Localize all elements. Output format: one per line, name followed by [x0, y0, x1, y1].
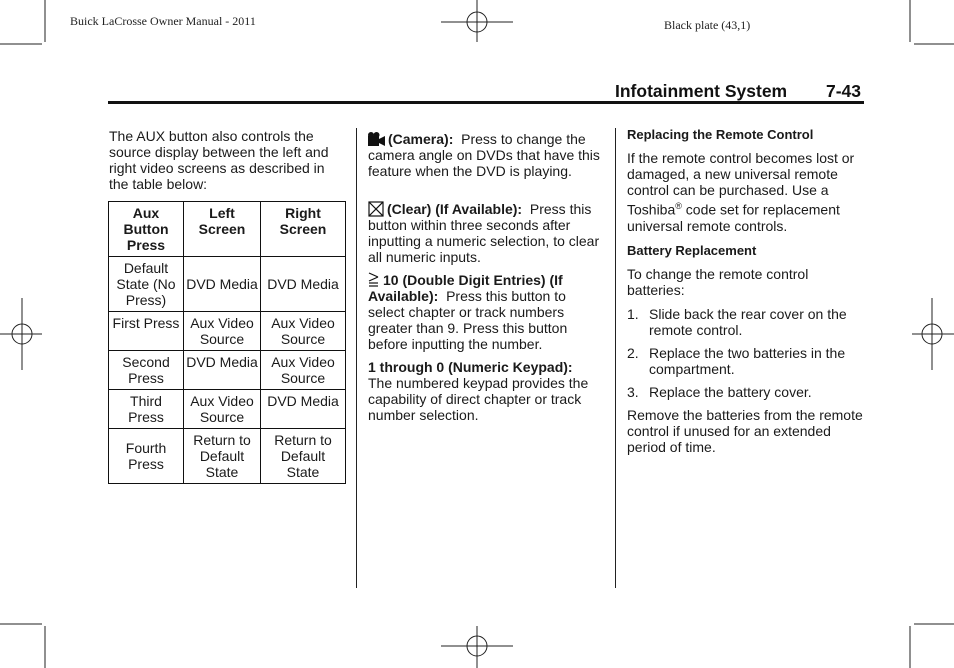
aux-intro: The AUX button also controls the source display between the left and right video screens as described in the table below:: [109, 128, 329, 192]
replacing-heading: Replacing the Remote Control: [627, 127, 814, 142]
battery-heading: Battery Replacement: [627, 242, 757, 258]
replacing-paragraph: [627, 150, 863, 234]
battery-steps: [627, 306, 863, 400]
table-cell: DVD Media: [184, 257, 261, 312]
table-cell: DVD Media: [184, 351, 261, 390]
aux-table: [108, 201, 346, 484]
table-row: [109, 257, 346, 312]
table-cell: Aux Video Source: [184, 312, 261, 351]
clear-text: Press this button within three seconds after inputting a numeric selection, to clear all numeric inputs.: [368, 201, 600, 265]
section-title: Infotainment System: [615, 81, 788, 101]
camera-icon: [368, 132, 385, 147]
table-header-cell: Left Screen: [184, 202, 261, 257]
table-cell: Fourth Press: [109, 429, 184, 484]
step-number: 1.: [627, 305, 639, 322]
list-item: [627, 345, 863, 377]
double-digit-label: 10 (Double Digit Entries) (If Available):: [368, 272, 563, 304]
battery-remove-paragraph: Remove the batteries from the remote control if unused for an extended period of time.: [627, 406, 863, 455]
list-item: [627, 384, 863, 400]
double-digit-text: Press this button to select chapter or track numbers greater than 9. Press this button before inputting the number.: [368, 288, 568, 352]
double-digit-icon: [368, 272, 380, 288]
table-cell: Aux Video Source: [184, 390, 261, 429]
header-rule: [108, 101, 864, 104]
manual-title: Buick LaCrosse Owner Manual - 2011: [70, 14, 256, 28]
step-text: Replace the battery cover.: [649, 383, 812, 400]
keypad-label: 1 through 0 (Numeric Keypad):: [368, 359, 573, 375]
camera-text: Press to change the camera angle on DVDs that have this feature when the DVD is playing.: [368, 131, 600, 179]
page-number: 7-43: [826, 81, 862, 101]
table-cell: DVD Media: [261, 257, 346, 312]
step-number: 3.: [627, 383, 639, 400]
remote-column: [627, 127, 863, 455]
step-text: Replace the two batteries in the compartment.: [649, 344, 846, 377]
table-cell: Return to Default State: [184, 429, 261, 484]
clear-icon: [368, 201, 384, 217]
table-row: [109, 390, 346, 429]
double-digit-paragraph: [368, 272, 602, 352]
keypad-paragraph: [368, 359, 602, 423]
plate-info: Black plate (43,1): [664, 18, 751, 32]
table-cell: Aux Video Source: [261, 312, 346, 351]
table-cell: Aux Video Source: [261, 351, 346, 390]
table-row: [109, 429, 346, 484]
table-cell: Third Press: [109, 390, 184, 429]
clear-label: (Clear) (If Available):: [387, 201, 523, 217]
table-header-row: [109, 202, 346, 257]
table-cell: First Press: [109, 312, 184, 351]
table-row: [109, 351, 346, 390]
camera-paragraph: [368, 131, 602, 179]
step-text: Slide back the rear cover on the remote control.: [649, 305, 847, 338]
clear-paragraph: [368, 201, 602, 265]
table-cell: Second Press: [109, 351, 184, 390]
registered-mark: ®: [675, 201, 682, 211]
camera-label: (Camera):: [388, 131, 454, 147]
table-cell: Default State (No Press): [109, 257, 184, 312]
table-header-cell: Right Screen: [261, 202, 346, 257]
list-item: [627, 306, 863, 338]
table-cell: DVD Media: [261, 390, 346, 429]
table-cell: Return to Default State: [261, 429, 346, 484]
battery-intro: To change the remote control batteries:: [627, 265, 809, 298]
replacing-text: If the remote control becomes lost or damaged, a new universal remote control can be purchased. Use a Toshiba: [627, 150, 855, 218]
replacing-text-end: code set for replacement universal remote controls.: [627, 201, 840, 234]
column-divider: [356, 128, 357, 588]
table-row: [109, 312, 346, 351]
keypad-text: The numbered keypad provides the capability of direct chapter or track number selection.: [368, 375, 589, 423]
step-number: 2.: [627, 344, 639, 361]
column-divider: [615, 128, 616, 588]
table-header-cell: Aux Button Press: [109, 202, 184, 257]
